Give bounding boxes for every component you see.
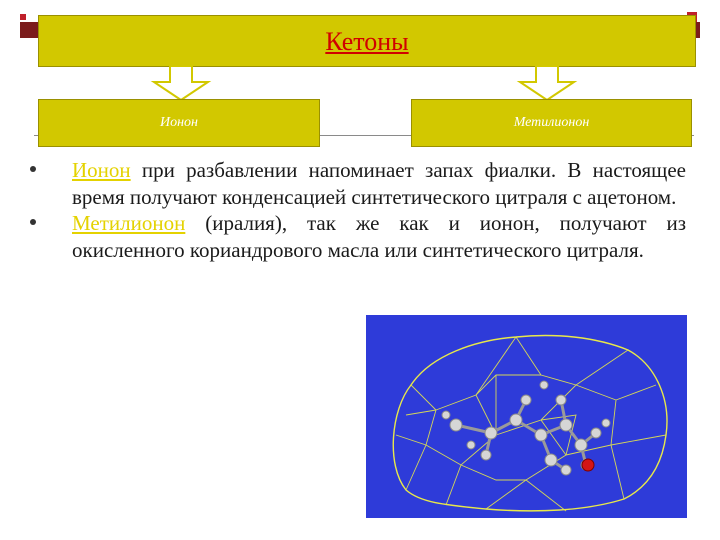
- bullet-item: [30, 210, 686, 263]
- branch-box-ionone: [38, 99, 320, 147]
- bullet-item: [30, 157, 686, 210]
- ionone-link[interactable]: Ионон: [72, 158, 131, 182]
- slide-title[interactable]: Кетоны: [325, 27, 409, 56]
- bullet-dot-icon: [30, 219, 36, 225]
- title-box: [38, 15, 696, 67]
- decorative-square-left: [20, 14, 26, 20]
- bullet-list: [30, 157, 686, 263]
- molecule-image: [366, 315, 687, 518]
- left-down-arrow-icon: [150, 66, 212, 102]
- bullet-text: (иралия), так же как и ионон, получают из окисленного кориандрового масла или синтетического цитраля.: [72, 211, 686, 262]
- right-down-arrow-icon: [516, 66, 578, 102]
- bullet-text: при разбавлении напоминает запах фиалки. В настоящее время получают конденсацией синтетического цитраля с ацетоном.: [72, 158, 686, 209]
- branch-label-methylionone: Метилионон: [513, 115, 590, 130]
- bullet-dot-icon: [30, 166, 36, 172]
- branch-label-ionone: Ионон: [159, 115, 198, 130]
- branch-box-methylionone: [411, 99, 692, 147]
- methylionone-link[interactable]: Метилионон: [72, 211, 186, 235]
- molecule-mesh-icon: [366, 315, 687, 518]
